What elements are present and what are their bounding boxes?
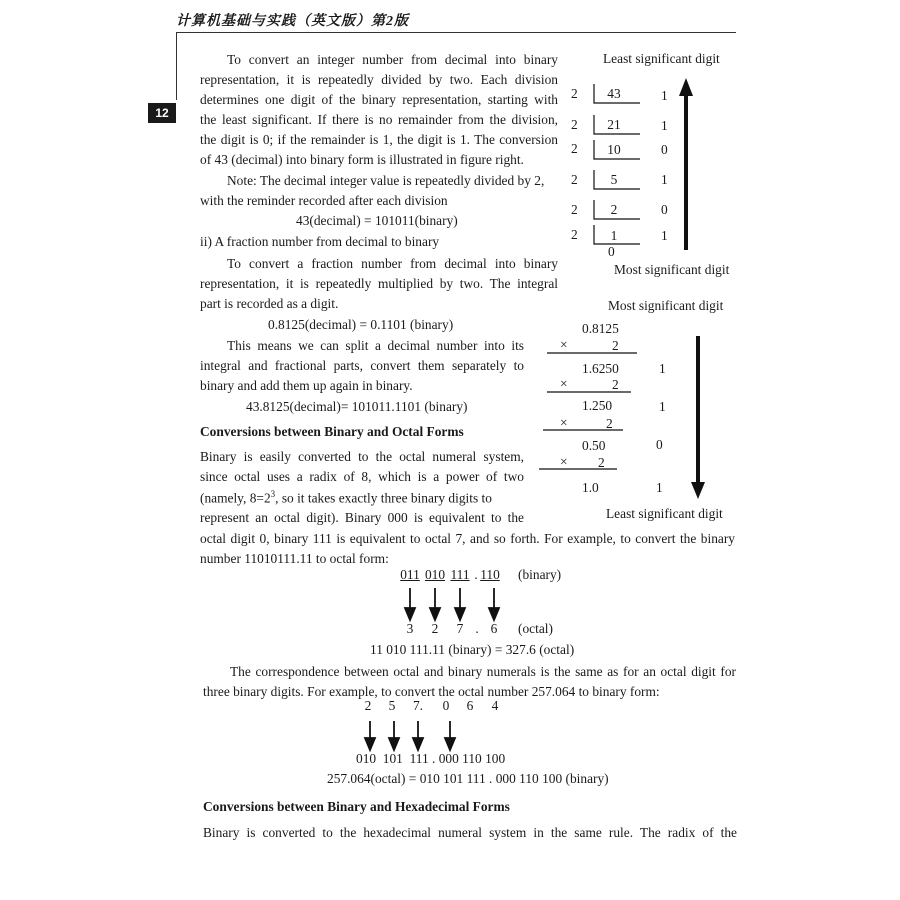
octal-digit: 5 xyxy=(388,698,396,713)
divisor: 2 xyxy=(571,117,578,132)
integral-digit: 1 xyxy=(659,361,666,376)
remainder: 1 xyxy=(661,118,668,133)
list-item-fraction: ii) A fraction number from decimal to binary xyxy=(200,234,440,249)
text-line: part is recorded as a digit. xyxy=(200,296,339,311)
octal-digit: 2 xyxy=(364,698,372,713)
superscript-3: 3 xyxy=(270,489,276,499)
text-line: three binary digits. For example, to convert the octal number 257.064 to binary form: xyxy=(203,684,660,699)
text-line: determines one digit of the binary representation, starting with xyxy=(200,92,558,107)
dividend: 21 xyxy=(607,117,621,132)
final-quotient: 0 xyxy=(608,244,615,259)
binary-groups: 010 101 111 . 000 110 100 xyxy=(356,751,506,766)
text-line: Note: The decimal integer value is repeatedly divided by 2, xyxy=(227,173,545,188)
text-line: the least significant. If there is no remainder from the division, xyxy=(200,112,558,127)
octal-point: . xyxy=(475,621,479,636)
octal-digit: 2 xyxy=(431,621,439,636)
multiplier: 2 xyxy=(598,455,605,470)
integral-digit: 0 xyxy=(656,437,663,452)
product-value: 0.50 xyxy=(582,438,606,453)
dividend: 43 xyxy=(607,86,621,101)
multiplier: 2 xyxy=(606,416,613,431)
divisor: 2 xyxy=(571,202,578,217)
equation-43: 43(decimal) = 101011(binary) xyxy=(296,213,458,228)
divisor: 2 xyxy=(571,172,578,187)
arrow-down-icon xyxy=(691,336,705,499)
equation-43-8125: 43.8125(decimal)= 101011.1101 (binary) xyxy=(246,399,468,414)
octal-digit: 7. xyxy=(412,698,424,713)
dividend: 5 xyxy=(610,172,618,187)
divisor: 2 xyxy=(571,86,578,101)
divisor: 2 xyxy=(571,227,578,242)
multiply-icon: × xyxy=(560,415,568,430)
multiply-icon: × xyxy=(560,337,568,352)
octal-digit: 6 xyxy=(490,621,498,636)
text-line: The correspondence between octal and binary numerals is the same as for an octal digit for xyxy=(230,664,736,679)
octal-digit: 4 xyxy=(491,698,499,713)
figure-label-top: Least significant digit xyxy=(603,51,720,66)
text-line: of 43 (decimal) into binary form is illustrated in figure right. xyxy=(200,152,524,167)
integral-digit: 1 xyxy=(656,480,663,495)
text-line: This means we can split a decimal number into its xyxy=(227,338,524,353)
dividend: 10 xyxy=(607,142,621,157)
binary-group: 111 xyxy=(450,567,470,582)
text-line: since octal uses a radix of 8, which is a power of two xyxy=(200,469,524,484)
text-line: the digit is 0; if the remainder is 1, the digit is 1. The conversion xyxy=(200,132,558,147)
remainder: 1 xyxy=(661,172,668,187)
remainder: 0 xyxy=(661,202,668,217)
section-heading-hex: Conversions between Binary and Hexadecimal Forms xyxy=(203,799,510,814)
text-line: represent an octal digit). Binary 000 is equivalent to the xyxy=(200,510,524,525)
figure-label-bottom: Most significant digit xyxy=(614,262,730,277)
text-line: octal digit 0, binary 111 is equivalent to octal 7, and so forth. For example, to convert the binary xyxy=(200,531,735,546)
book-title-header: 计算机基础与实践（英文版）第2版 xyxy=(176,14,409,29)
text-line: representation, it is repeatedly multiplied by two. The integral xyxy=(200,276,558,291)
dividend: 1 xyxy=(610,228,618,243)
text-line: Binary is easily converted to the octal numeral system, xyxy=(200,449,524,464)
remainder: 1 xyxy=(661,88,668,103)
multiplier: 2 xyxy=(612,338,619,353)
equation-0-8125: 0.8125(decimal) = 0.1101 (binary) xyxy=(268,317,454,332)
page-number-badge: 12 xyxy=(148,103,176,123)
binary-group: 110 xyxy=(480,567,500,582)
figure-label-bottom: Least significant digit xyxy=(606,506,723,521)
binary-group: 011 xyxy=(400,567,420,582)
octal-digit: 6 xyxy=(466,698,474,713)
octal-digit: 3 xyxy=(406,621,414,636)
multiplier: 2 xyxy=(612,377,619,392)
binary-result: 257.064(octal) = 010 101 111 . 000 110 100 (binary) xyxy=(327,771,609,786)
text-line: binary and add them up again in binary. xyxy=(200,378,413,393)
product-value: 1.250 xyxy=(582,398,613,413)
remainder: 0 xyxy=(661,142,668,157)
text-line: with the reminder recorded after each division xyxy=(200,193,448,208)
binary-label: (binary) xyxy=(518,567,562,582)
section-heading-octal: Conversions between Binary and Octal Forms xyxy=(200,424,464,439)
product-value: 0.8125 xyxy=(582,321,619,336)
multiply-icon: × xyxy=(560,454,568,469)
divisor: 2 xyxy=(571,141,578,156)
integral-digit: 1 xyxy=(659,399,666,414)
product-value: 1.6250 xyxy=(582,361,619,376)
text-line: To convert an integer number from decimal into binary xyxy=(227,52,558,67)
binary-point: . xyxy=(474,567,478,582)
text-line: integral and fractional parts, convert them separately to xyxy=(200,358,524,373)
octal-digit: 0 xyxy=(442,698,450,713)
text-fragment: , so it takes exactly three binary digits to xyxy=(275,490,492,506)
octal-result: 11 010 111.11 (binary) = 327.6 (octal) xyxy=(370,642,575,657)
multiply-icon: × xyxy=(560,376,568,391)
text-line: representation, it is repeatedly divided by two. Each division xyxy=(200,72,558,87)
paragraph-binary-hex: Binary is converted to the hexadecimal numeral system in the same rule. The radix of the xyxy=(203,825,737,840)
figure-label-top: Most significant digit xyxy=(608,298,724,313)
remainder: 1 xyxy=(661,228,668,243)
product-value: 1.0 xyxy=(582,480,599,495)
dividend: 2 xyxy=(610,202,618,217)
octal-digit: 7 xyxy=(456,621,464,636)
binary-group: 010 xyxy=(424,567,446,582)
text-line: number 11010111.11 to octal form: xyxy=(200,551,389,566)
text-line: To convert a fraction number from decimal into binary xyxy=(227,256,558,271)
octal-label: (octal) xyxy=(518,621,553,636)
text-fragment: (namely, 8=2 xyxy=(200,490,271,506)
